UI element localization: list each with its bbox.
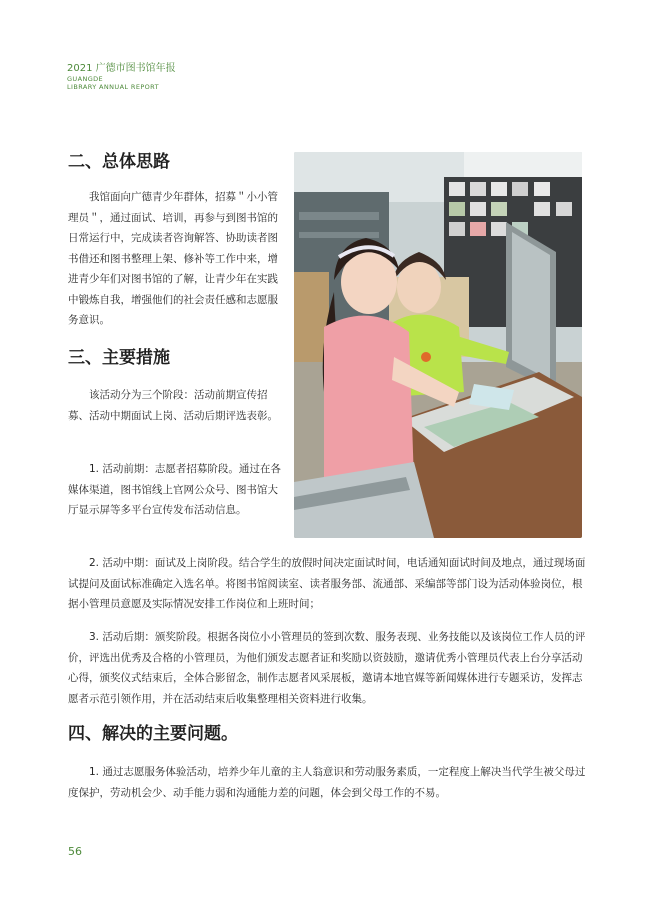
report-subtitle-city: GUANGDE	[67, 75, 104, 83]
section-3-paragraph-intro: 该活动分为三个阶段：活动前期宣传招募、活动中期面试上岗、活动后期评选表彰。	[68, 389, 278, 422]
report-header	[67, 63, 176, 91]
section-4-heading: 四、解决的主要问题。	[68, 724, 238, 744]
section-3-paragraph-stage-3: 3. 活动后期：颁奖阶段。根据各岗位小小管理员的签到次数、服务表现、业务技能以及该岗位工作人员的评价，评选出优秀及合格的小管理员，为他们颁发志愿者证和奖励以资鼓励，邀请优秀小管理员代表上台分享活动心得，颁奖仪式结束后，全体合影留念，制作志愿者风采展板，邀请本地官媒等新闻媒体进行专题采访，发挥志愿者示范引领作用，并在活动结束后收集整理相关资料进行收集。	[68, 631, 586, 705]
page-number: 56	[68, 845, 82, 858]
section-2-paragraph: 我馆面向广德青少年群体，招募＂小小管理员＂，通过面试、培训，再参与到图书馆的日常运行中，完成读者咨询解答、协助读者图书借还和图书整理上架、修补等工作中来，增进青少年们对图书馆的了解，让青少年在实践中锻炼自我，增强他们的社会责任感和志愿服务意识。	[68, 191, 278, 326]
section-4-paragraph: 1. 通过志愿服务体验活动，培养少年儿童的主人翁意识和劳动服务素质，一定程度上解决当代学生被父母过度保护，劳动机会少、动手能力弱和沟通能力差的问题，体会到父母工作的不易。	[68, 766, 586, 799]
section-3-heading: 三、主要措施	[68, 348, 170, 368]
volunteers-photo	[294, 152, 582, 538]
report-subtitle-english: LIBRARY ANNUAL REPORT	[67, 83, 159, 91]
report-title: 2021 广德市图书馆年报	[67, 63, 176, 74]
section-2-heading: 二、总体思路	[68, 152, 170, 172]
section-3-paragraph-stage-1: 1. 活动前期：志愿者招募阶段。通过在各媒体渠道，图书馆线上官网公众号、图书馆大厅显示屏等多平台宣传发布活动信息。	[68, 463, 281, 516]
section-3-paragraph-stage-2: 2. 活动中期：面试及上岗阶段。结合学生的放假时间决定面试时间，电话通知面试时间及地点，通过现场面试提问及面试标准确定入选名单。将图书馆阅读室、读者服务部、流通部、采编部等部门设为活动体验岗位，根据小管理员意愿及实际情况安排工作岗位和上班时间；	[68, 557, 586, 610]
